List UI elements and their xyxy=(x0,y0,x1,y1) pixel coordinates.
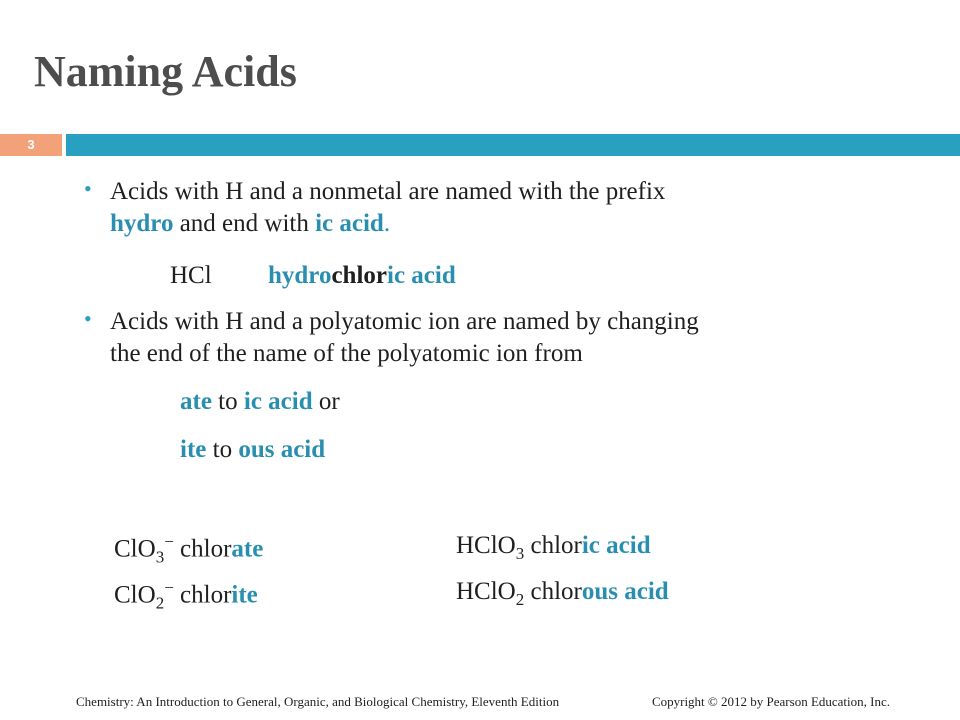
example-hcl-name: hydrochloric acid xyxy=(268,262,456,289)
example-hcl-formula: HCl xyxy=(170,262,212,289)
rule-ite-to-ous-acid: ite to ous acid xyxy=(180,436,326,463)
title-rule xyxy=(66,134,960,156)
bullet-marker: • xyxy=(84,306,92,331)
footer-book-title: Chemistry: An Introduction to General, Organic, and Biological Chemistry, Eleventh Edition xyxy=(76,694,560,709)
keyword-ic-acid: ic acid xyxy=(315,210,384,237)
example-chlorate-ion: ClO$_3$− chlorate xyxy=(114,532,264,567)
example-chlorite-ion: ClO$_2$− chlorite xyxy=(114,578,258,613)
bullet-2-line-1: Acids with H and a polyatomic ion are named by changing xyxy=(110,308,699,335)
bullet-marker: • xyxy=(84,176,92,201)
rule-ate-to-ic-acid: ate to ic acid or xyxy=(180,388,340,415)
slide-number: 3 xyxy=(27,137,35,152)
footer-copyright: Copyright © 2012 by Pearson Education, Inc. xyxy=(651,694,890,709)
bullet-1-line-2: hydro and end with ic acid. xyxy=(110,210,391,237)
bullet-1-line-1: Acids with H and a nonmetal are named with the prefix xyxy=(110,178,666,205)
bullet-2-line-2: the end of the name of the polyatomic ion from xyxy=(110,340,583,367)
example-chloric-acid: HClO$_3$ chloric acid xyxy=(456,532,651,563)
keyword-hydro: hydro xyxy=(110,210,174,237)
page-title: Naming Acids xyxy=(34,47,297,96)
example-chlorous-acid: HClO$_2$ chlorous acid xyxy=(456,578,669,609)
